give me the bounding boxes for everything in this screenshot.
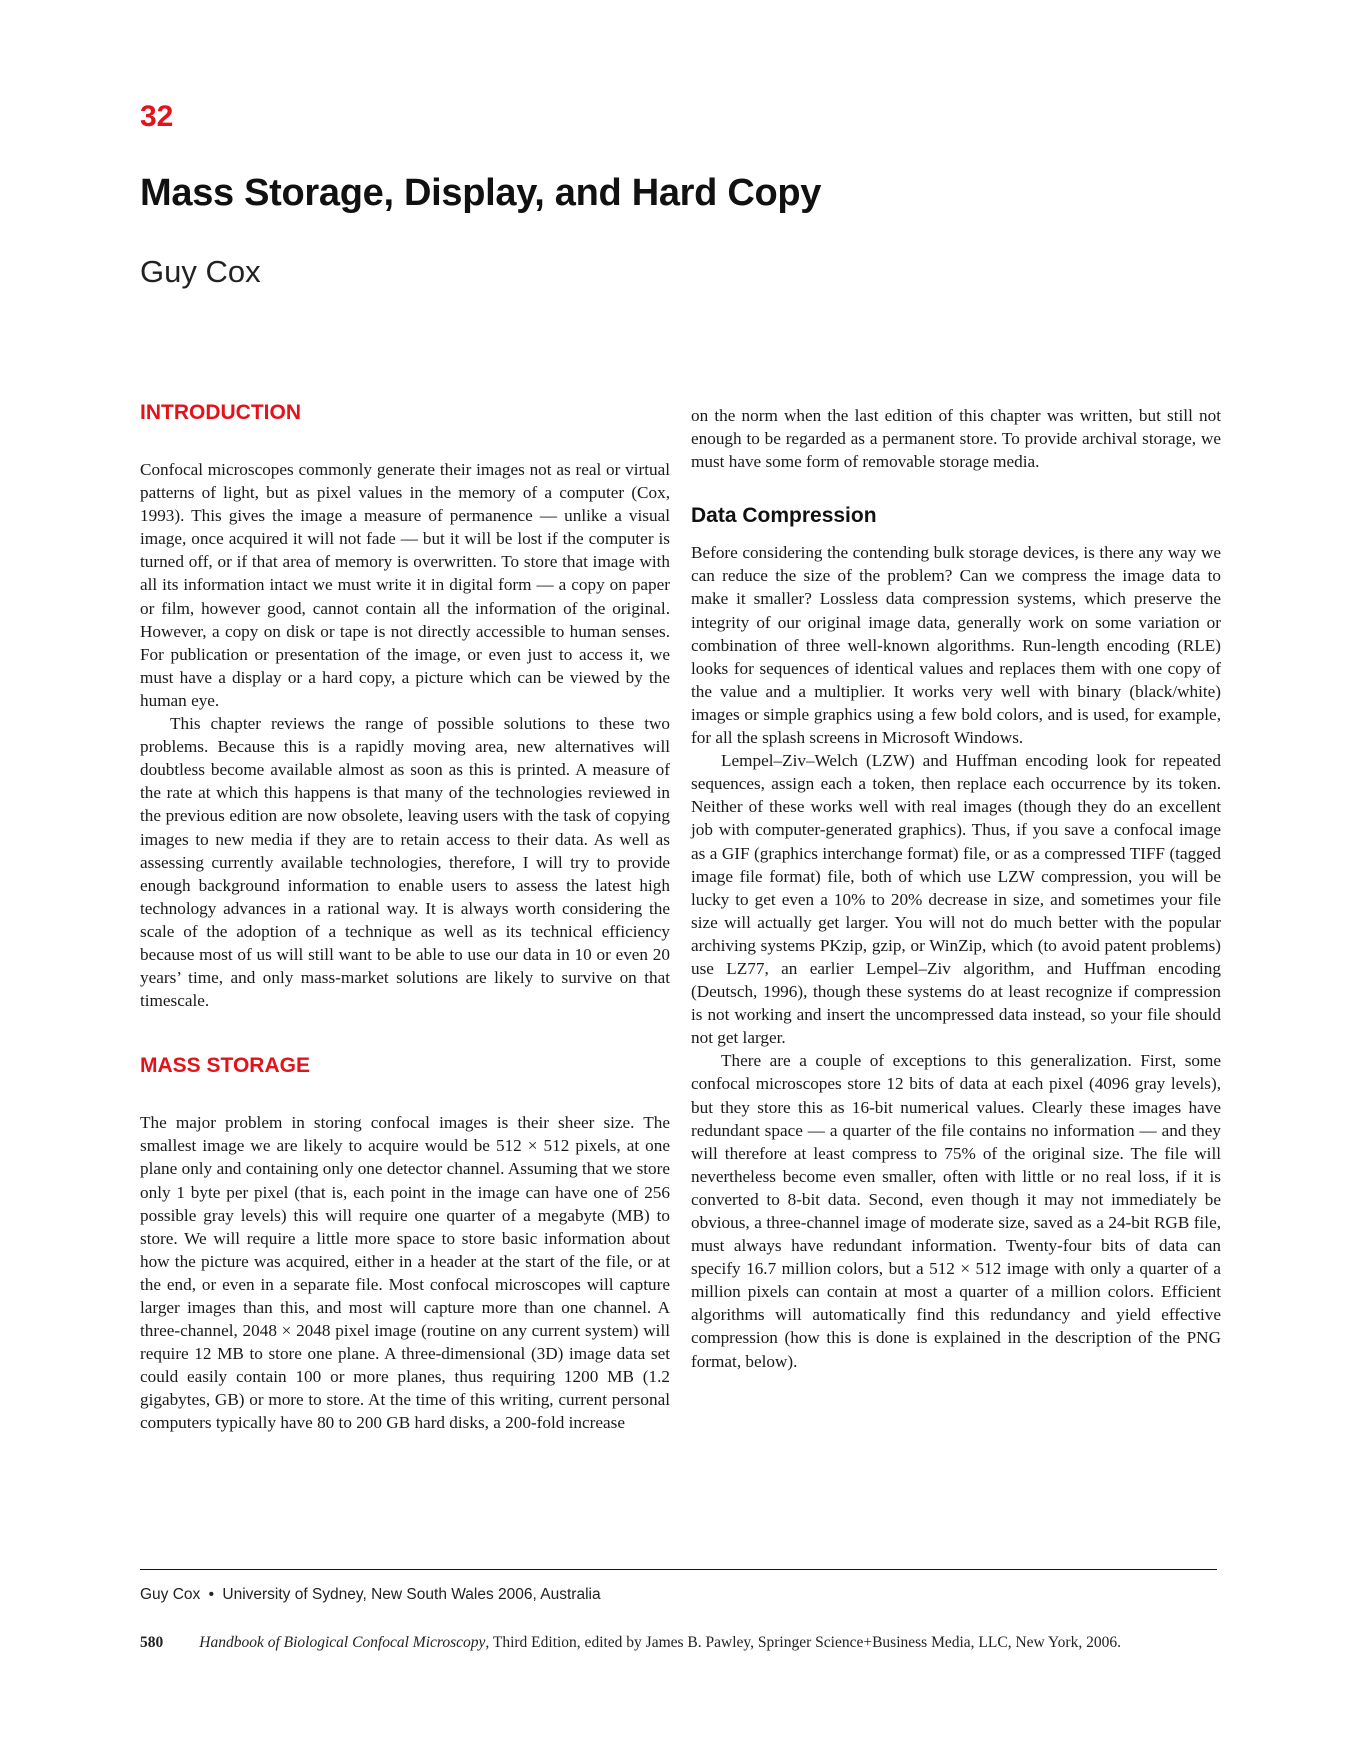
section-heading-mass-storage: MASS STORAGE — [140, 1054, 310, 1078]
book-title: Handbook of Biological Confocal Microscopy — [199, 1634, 486, 1651]
paragraph: on the norm when the last edition of this chapter was written, but still not enough to be regarded as a permanent store. To provide archival storage, we must have some form of removable storage media. — [691, 406, 1221, 472]
footer-rule — [140, 1569, 1217, 1570]
affiliation-name: Guy Cox — [140, 1586, 201, 1603]
paragraph: Confocal microscopes commonly generate their images not as real or virtual patterns of light, but as pixel values in the memory of a computer (Cox, 1993). This gives the image a measure of permanence — unlike a visual image, once acquired it will not fade — but it will be lost if the computer is turned off, or if that area of memory is overwritten. To store that image with all its information intact we must write it in digital form — a copy on paper or film, however good, cannot contain all the information of the original. However, a copy on disk or tape is not directly accessible to human senses. For publication or presentation of the image, or even just to access it, we must have a display or a hard copy, a picture which can be viewed by the human eye. — [140, 460, 670, 710]
chapter-number: 32 — [140, 100, 174, 133]
left-column — [140, 400, 670, 1435]
chapter-title: Mass Storage, Display, and Hard Copy — [140, 172, 822, 214]
chapter-author: Guy Cox — [140, 254, 261, 289]
paragraph: There are a couple of exceptions to this generalization. First, some confocal microscopes store 12 bits of data at each pixel (4096 gray levels), but they store this as 16-bit numerical values. Clearly these images have redundant space — a quarter of the file contains no information — and they will therefore at least compress to 75% of the original size. The file will nevertheless become even smaller, often with little or no real loss, if it is converted to 8-bit data. Second, even though it may not immediately be obvious, a three-channel image of moderate size, saved as a 24-bit RGB file, must always have redundant information. Twenty-four bits of data can specify 16.7 million colors, but a 512 × 512 image with only a quarter of a million pixels can contain at most a quarter of a million colors. Efficient algorithms will automatically find this redundancy and yield effective compression (how this is done is explained in the description of the PNG format, below). — [691, 1051, 1221, 1371]
paragraph: Before considering the contending bulk storage devices, is there any way we can reduce the size of the problem? Can we compress the image data to make it smaller? Lossless data compression systems, which preserve the integrity of our original image data, generally work on some variation or combination of three well-known algorithms. Run-length encoding (RLE) looks for sequences of identical values and replaces them with one copy of the value and a multiplier. It works very well with binary (black/white) images or simple graphics using a few bold colors, and is used, for example, for all the splash screens in Microsoft Windows. — [691, 543, 1221, 748]
page-footer — [140, 1634, 1121, 1652]
paragraph: This chapter reviews the range of possible solutions to these two problems. Because this is a rapidly moving area, new alternatives will doubtless become available almost as soon as this is printed. A measure of the rate at which this happens is that many of the technologies reviewed in the previous edition are now obsolete, leaving users with the task of copying images to new media if they are to retain access to their data. As well as assessing currently available technologies, therefore, I will try to provide enough background information to enable users to assess the latest high technology advances in a rational way. It is always worth considering the scale of the adoption of a technique as well as its technical efficiency because most of us will still want to be able to use our data in 10 or even 20 years’ time, and only mass-market solutions are likely to survive on that timescale. — [140, 714, 670, 1011]
section-heading-introduction: INTRODUCTION — [140, 401, 301, 424]
subsection-heading-data-compression: Data Compression — [691, 504, 877, 528]
bullet-separator: • — [208, 1586, 215, 1603]
citation-details: , Third Edition, edited by James B. Pawley, Springer Science+Business Media, LLC, New York, 2006. — [485, 1634, 1121, 1651]
paragraph: The major problem in storing confocal images is their sheer size. The smallest image we are likely to acquire would be 512 × 512 pixels, at one plane only and containing only one detector channel. Assuming that we store only 1 byte per pixel (that is, each point in the image can have one of 256 possible gray levels) this will require one quarter of a megabyte (MB) to store. We will require a little more space to store basic information about how the picture was acquired, either in a header at the start of the file, or at the end, or even in a separate file. Most confocal microscopes will capture larger images than this, and most will capture more than one channel. A three-channel, 2048 × 2048 pixel image (routine on any current system) will require 12 MB to store one plane. A three-dimensional (3D) image data set could easily contain 100 or more planes, thus requiring 1200 MB (1.2 gigabytes, GB) or more to store. At the time of this writing, current personal computers typically have 80 to 200 GB hard disks, a 200-fold increase — [140, 1113, 670, 1433]
right-column — [691, 404, 1221, 1373]
affiliation-place: University of Sydney, New South Wales 2006, Australia — [222, 1586, 601, 1603]
author-affiliation — [140, 1586, 601, 1604]
paragraph: Lempel–Ziv–Welch (LZW) and Huffman encoding look for repeated sequences, assign each a token, then replace each occurrence by its token. Neither of these works well with real images (though they do an excellent job with computer-generated graphics). Thus, if you save a confocal image as a GIF (graphics interchange format) file, or as a compressed TIFF (tagged image file format) file, both of which use LZW compression, you will be lucky to get even a 10% to 20% decrease in size, and sometimes your file size will actually get larger. You will not do much better with the popular archiving systems PKzip, gzip, or WinZip, which (to avoid patent problems) use LZ77, an earlier Lempel–Ziv algorithm, and Huffman encoding (Deutsch, 1996), though these systems do at least recognize if compression is not working and insert the uncompressed data instead, so your file should not get larger. — [691, 751, 1221, 1048]
page-number: 580 — [140, 1634, 164, 1651]
